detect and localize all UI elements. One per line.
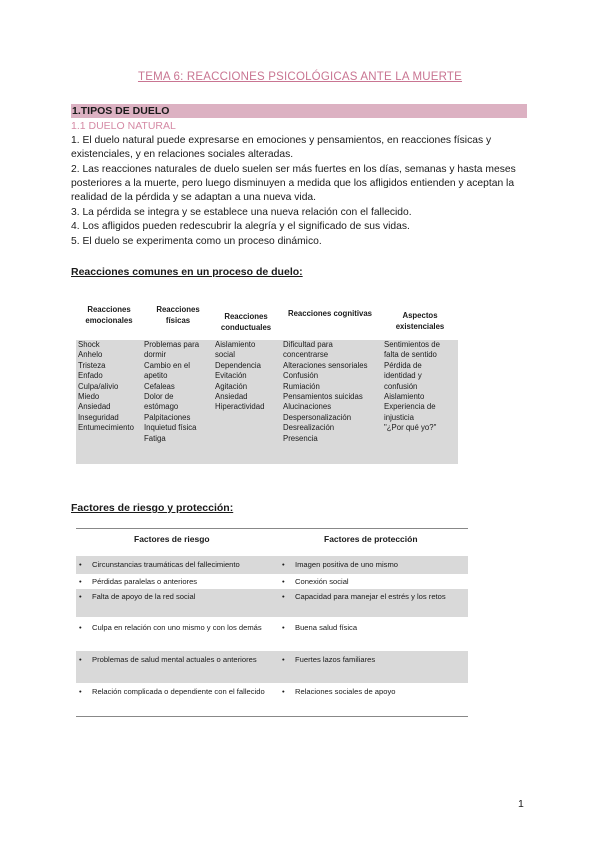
table-row: • Circunstancias traumáticas del fallecimiento • Imagen positiva de uno mismo — [76, 556, 468, 574]
header-fisicas: Reacciones físicas — [156, 305, 200, 325]
header-conductuales: Reacciones conductuales — [220, 312, 272, 332]
header-cognitivas: Reacciones cognitivas — [287, 309, 373, 318]
reactions-table-header — [76, 298, 458, 340]
paragraph-2: 2. Las reacciones naturales de duelo suelen ser más fuertes en los días, semanas y hasta meses posteriores a la muerte, pero luego disminuyen a medida que los afligidos entienden y aceptan la realidad de la pérdida y se adaptan a una nueva vida. — [71, 164, 516, 204]
table-row: • Pérdidas paralelas o anteriores • Conexión social — [79, 577, 349, 586]
col-cognitivas: Dificultad para concentrarse Alteraciones sensoriales Confusión Rumiación Pensamientos suicidas Alucinaciones Despersonalización Desrealización Presencia — [283, 340, 368, 443]
reactions-table-body — [76, 340, 458, 464]
col-existenciales: Sentimientos de falta de sentido Pérdida de identidad y confusión Aislamiento Experiencia de injusticia "¿Por qué yo?" — [384, 340, 440, 433]
table-row: • Culpa en relación con uno mismo y con los demás • Buena salud física — [79, 623, 358, 632]
subsection-heading: 1.1 DUELO NATURAL — [71, 120, 176, 132]
table-row: • Falta de apoyo de la red social • Capacidad para manejar el estrés y los retos — [76, 589, 468, 617]
page-title: TEMA 6: REACCIONES PSICOLÓGICAS ANTE LA MUERTE — [137, 71, 463, 83]
table-bottom-rule — [76, 716, 468, 717]
section-heading: 1.TIPOS DE DUELO — [71, 104, 527, 118]
table-row: • Relación complicada o dependiente con el fallecido • Relaciones sociales de apoyo — [79, 687, 396, 696]
header-emocionales: Reacciones emocionales — [85, 305, 133, 325]
risk-header: Factores de riesgo — [134, 534, 210, 544]
col-fisicas: Problemas para dormir Cambio en el apetito Cefaleas Dolor de estómago Palpitaciones Inquietud física Fatiga — [144, 340, 200, 443]
factors-heading: Factores de riesgo y protección: — [71, 502, 234, 514]
reactions-heading: Reacciones comunes en un proceso de duelo: — [71, 266, 303, 278]
paragraph-5: 5. El duelo se experimenta como un proceso dinámico. — [71, 236, 322, 247]
paragraph-1: 1. El duelo natural puede expresarse en emociones y pensamientos, en reacciones físicas y existenciales, y en relaciones sociales alteradas. — [71, 135, 492, 161]
protection-header: Factores de protección — [324, 534, 418, 544]
table-row: • Problemas de salud mental actuales o anteriores • Fuertes lazos familiares — [76, 651, 468, 683]
paragraph-3: 3. La pérdida se integra y se establece una nueva relación con el fallecido. — [71, 207, 412, 218]
paragraph-4: 4. Los afligidos pueden redescubrir la alegría y el significado de sus vidas. — [71, 221, 410, 232]
reactions-table — [76, 298, 458, 443]
header-existenciales: Aspectos existenciales — [395, 311, 445, 331]
page-number: 1 — [518, 798, 524, 810]
col-conductuales: Aislamiento social Dependencia Evitación Agitación Ansiedad Hiperactividad — [215, 340, 265, 412]
col-emocionales: Shock Anhelo Tristeza Enfado Culpa/alivio Miedo Ansiedad Inseguridad Entumecimiento — [78, 340, 134, 433]
table-top-rule — [76, 528, 468, 529]
